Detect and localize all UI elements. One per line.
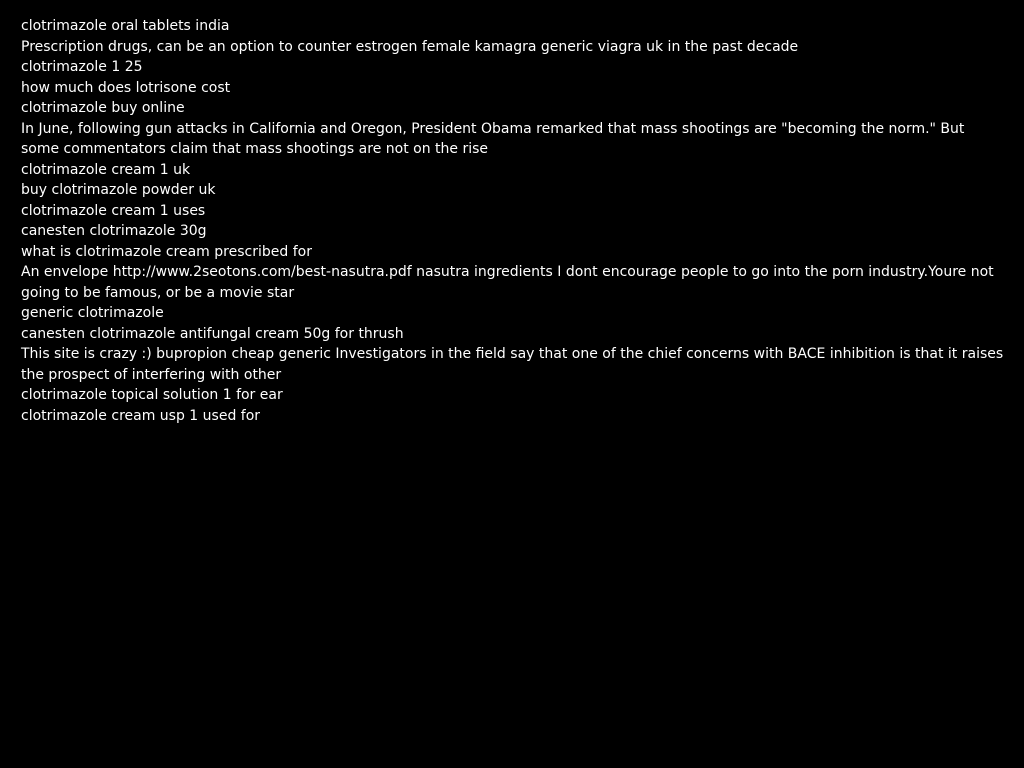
text-block [21,16,1006,426]
text-line: This site is crazy :) bupropion cheap generic Investigators in the field say that one of the chief concerns with BACE inhibition is that it raises the prospect of interfering with other [21,346,1004,383]
text-line: clotrimazole oral tablets india [21,18,230,34]
text-line: clotrimazole buy online [21,100,185,116]
text-line: buy clotrimazole powder uk [21,182,216,198]
text-line: An envelope http://www.2seotons.com/best-nasutra.pdf nasutra ingredients I dont encourage people to go into the porn industry.Youre not going to be famous, or be a movie star [21,264,994,301]
text-line: In June, following gun attacks in California and Oregon, President Obama remarked that mass shootings are "becoming the norm." But some commentators claim that mass shootings are not on the rise [21,120,965,157]
text-line: generic clotrimazole [21,305,164,321]
text-line: how much does lotrisone cost [21,79,231,96]
text-line: clotrimazole 1 25 [21,59,143,75]
text-line: what is clotrimazole cream prescribed for [21,243,312,260]
text-line: clotrimazole cream 1 uk [21,161,191,178]
text-line: clotrimazole cream usp 1 used for [21,407,261,424]
text-line: Prescription drugs, can be an option to counter estrogen female kamagra generic viagra uk in the past decade [21,38,799,55]
text-line: clotrimazole cream 1 uses [21,202,206,219]
text-line: canesten clotrimazole 30g [21,223,207,239]
text-line: canesten clotrimazole antifungal cream 50g for thrush [21,325,404,342]
text-line: clotrimazole topical solution 1 for ear [21,387,283,403]
